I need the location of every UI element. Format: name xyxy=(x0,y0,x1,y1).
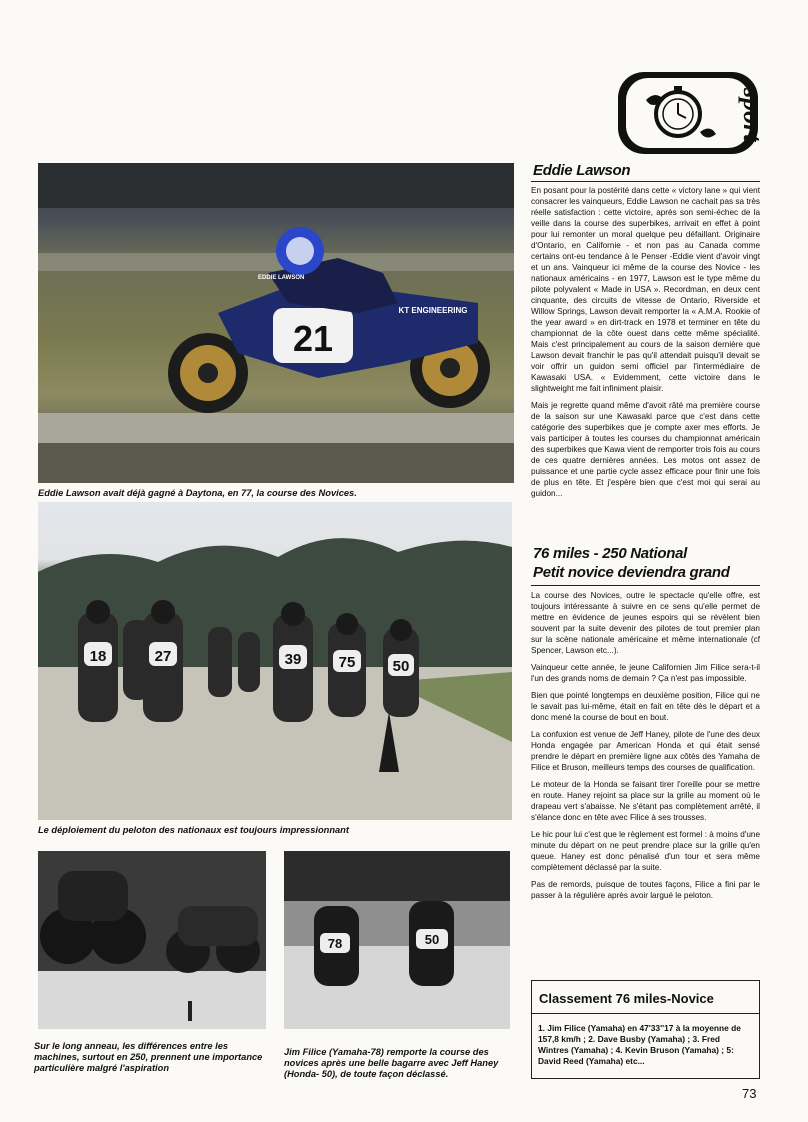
results-rule xyxy=(532,1013,759,1014)
bike-grid-photo xyxy=(38,851,266,1029)
sport-logo xyxy=(616,70,767,156)
article1-title: Eddie Lawson xyxy=(533,162,631,179)
results-text: 1. Jim Filice (Yamaha) en 47'33''17 à la moyenne de 157,8 km/h ; 2. Dave Busby (Yamaha) ; 3. Fred Wintres (Yamaha) ; 4. Kevin Bruson (Yamaha) ; 5: David Reed (Yamaha) etc... xyxy=(538,1023,741,1066)
article2-paragraph: Bien que pointé longtemps en deuxième position, Filice qui ne le savait pas lui-même, était en fait en tête dès le départ et a donc mené la course de bout en bout. xyxy=(531,691,760,722)
article2-paragraph: La course des Novices, outre le spectacle qu'elle offre, est toujours intéressante à suivre en ce sens qu'elle permet de mettre en évidence de jeunes espoirs qui se révèlent bien souvent par la suite devenir des pilotes de tout premier plan sur la scène nationale américaine et même internationale (cf Spencer, Lawson etc...). xyxy=(531,591,760,655)
caption-bottom-left: Sur le long anneau, les différences entre les machines, surtout en 250, prennent une importance particulière malgré l'aspiration xyxy=(34,1041,263,1073)
article2-title-line2: Petit novice deviendra grand xyxy=(533,564,730,581)
photo-overtake xyxy=(284,851,510,1029)
caption-middle: Le déploiement du peloton des nationaux est toujours impressionnant xyxy=(38,825,349,835)
article2-rule xyxy=(531,585,760,586)
overtake-number: 78 xyxy=(327,936,343,951)
article2-paragraph: Le hic pour lui c'est que le règlement est formel : à moins d'une minute du départ on ne peut prendre place sur la grille qu'en queue. Haney est donc pénalisé d'un tour et sera même complètement déclassé par la suite. xyxy=(531,830,760,872)
peloton-number: 27 xyxy=(154,648,172,665)
results-title: Classement 76 miles-Novice xyxy=(539,991,714,1006)
article1-rule xyxy=(531,181,760,182)
sponsor-decal: KT ENGINEERING xyxy=(398,306,468,315)
bike-number: 21 xyxy=(292,318,334,359)
race-overtake-photo xyxy=(284,851,510,1029)
results-box xyxy=(531,980,760,1079)
peloton-number: 50 xyxy=(392,658,410,675)
logo-text: sport xyxy=(738,88,767,142)
rider-name-decal: EDDIE LAWSON xyxy=(258,275,305,281)
photo-bike-grid xyxy=(38,851,266,1029)
article1-paragraph: Mais je regrette quand même d'avoit râté ma première course de la saison sur une Kawasaki parce que c'est dans cette catégorie des superbikes que je compte axer mes efforts. Je vais participer à toutes les courses du championnat américain des superbikes que Kawa vient de remporter trois fois au cours de ces quatre dernières années. Les motos ont assez de puissance et une partie cycle assez efficace pour finir une fois de plus en tête. Et j'espère bien que c'est moi qui serai au guidon... xyxy=(531,401,760,498)
article1-body xyxy=(531,185,760,505)
article2-paragraph: La confuxion est venue de Jeff Haney, pilote de l'une des deux Honda engagée par American Honda et qui était sensé prendre le départ en première ligne aux côtés des Yamaha de Filice et Bruson, meilleurs temps des courses de qualification. xyxy=(531,730,760,772)
peloton-number: 75 xyxy=(338,654,356,671)
photo-peloton xyxy=(38,502,512,820)
photo-eddie-lawson xyxy=(38,163,514,483)
motorcycle-photo xyxy=(38,163,514,483)
article2-body xyxy=(531,590,760,907)
caption-bottom-right: Jim Filice (Yamaha-78) remporte la course des novices après une belle bagarre avec Jeff Haney (Honda- 50), de toute façon déclassé. xyxy=(284,1047,499,1079)
overtake-number: 50 xyxy=(424,932,440,947)
article1-paragraph: En posant pour la postérité dans cette « victory lane » qui vient consacrer les vainqueurs, Eddie Lawson ne cachait pas sa très réelle satisfaction : cette victoire, après son semi-échec de la veille dans la course des superbikes, arrivait en effet à point pour lui remonter un moral quelque peu défaillant. Originaire d'Ontario, en Californie - et non pas au Canada comme certains ont-eu tendance à le Penser -Eddie vient d'avoir vingt et un ans. Vainqueur ici même de la course des Novice - les nationaux américains - en 1977, Lawson est le type même du pilote polyvalent « Made in USA ». Recordman, en deux cent cinquante, des circuits de vitesse de Ontario, Riverside et Willow Springs, Lawson devait remporter la « A.M.A. Rookie of the year award » en dirt-track en 1978 et terminer en tête du championnat de la côte ouest dans cette même spécialité. Mais c'est principalement au cours de la saison dernière que Lawson devait franchir le pas qu'il attendait puisqu'il devait se voir offrir un guidon semi officiel par l'intermédiaire de Kawasaki USA. « Evidemment, cette victoire dans le slightweight me fait infiniment plaisir. xyxy=(531,186,760,393)
peloton-number: 39 xyxy=(284,651,302,668)
article2-paragraph: Vainqueur cette année, le jeune Californien Jim Filice sera-t-il l'un des grands noms de demain ? Ça n'est pas impossible. xyxy=(531,663,760,683)
peloton-number: 18 xyxy=(89,648,107,665)
page-number: 73 xyxy=(742,1086,757,1101)
article2-paragraph: Pas de remords, puisque de toutes façons, Filice a fini par le passer à la régulière après avoir largué le peloton. xyxy=(531,880,760,900)
race-peloton-photo xyxy=(38,502,512,820)
article2-paragraph: Le moteur de la Honda se faisant tirer l'oreille pour se mettre en route. Haney rejoint sa place sur la grille au moment où le drapeau vert s'abaisse. Ne s'étant pas complètement arrêté, il s'élance donc en tête avec Filice à ses trousses. xyxy=(531,780,760,822)
caption-top: Eddie Lawson avait déjà gagné à Daytona, en 77, la course des Novices. xyxy=(38,488,357,498)
article2-title-line1: 76 miles - 250 National xyxy=(533,545,688,562)
